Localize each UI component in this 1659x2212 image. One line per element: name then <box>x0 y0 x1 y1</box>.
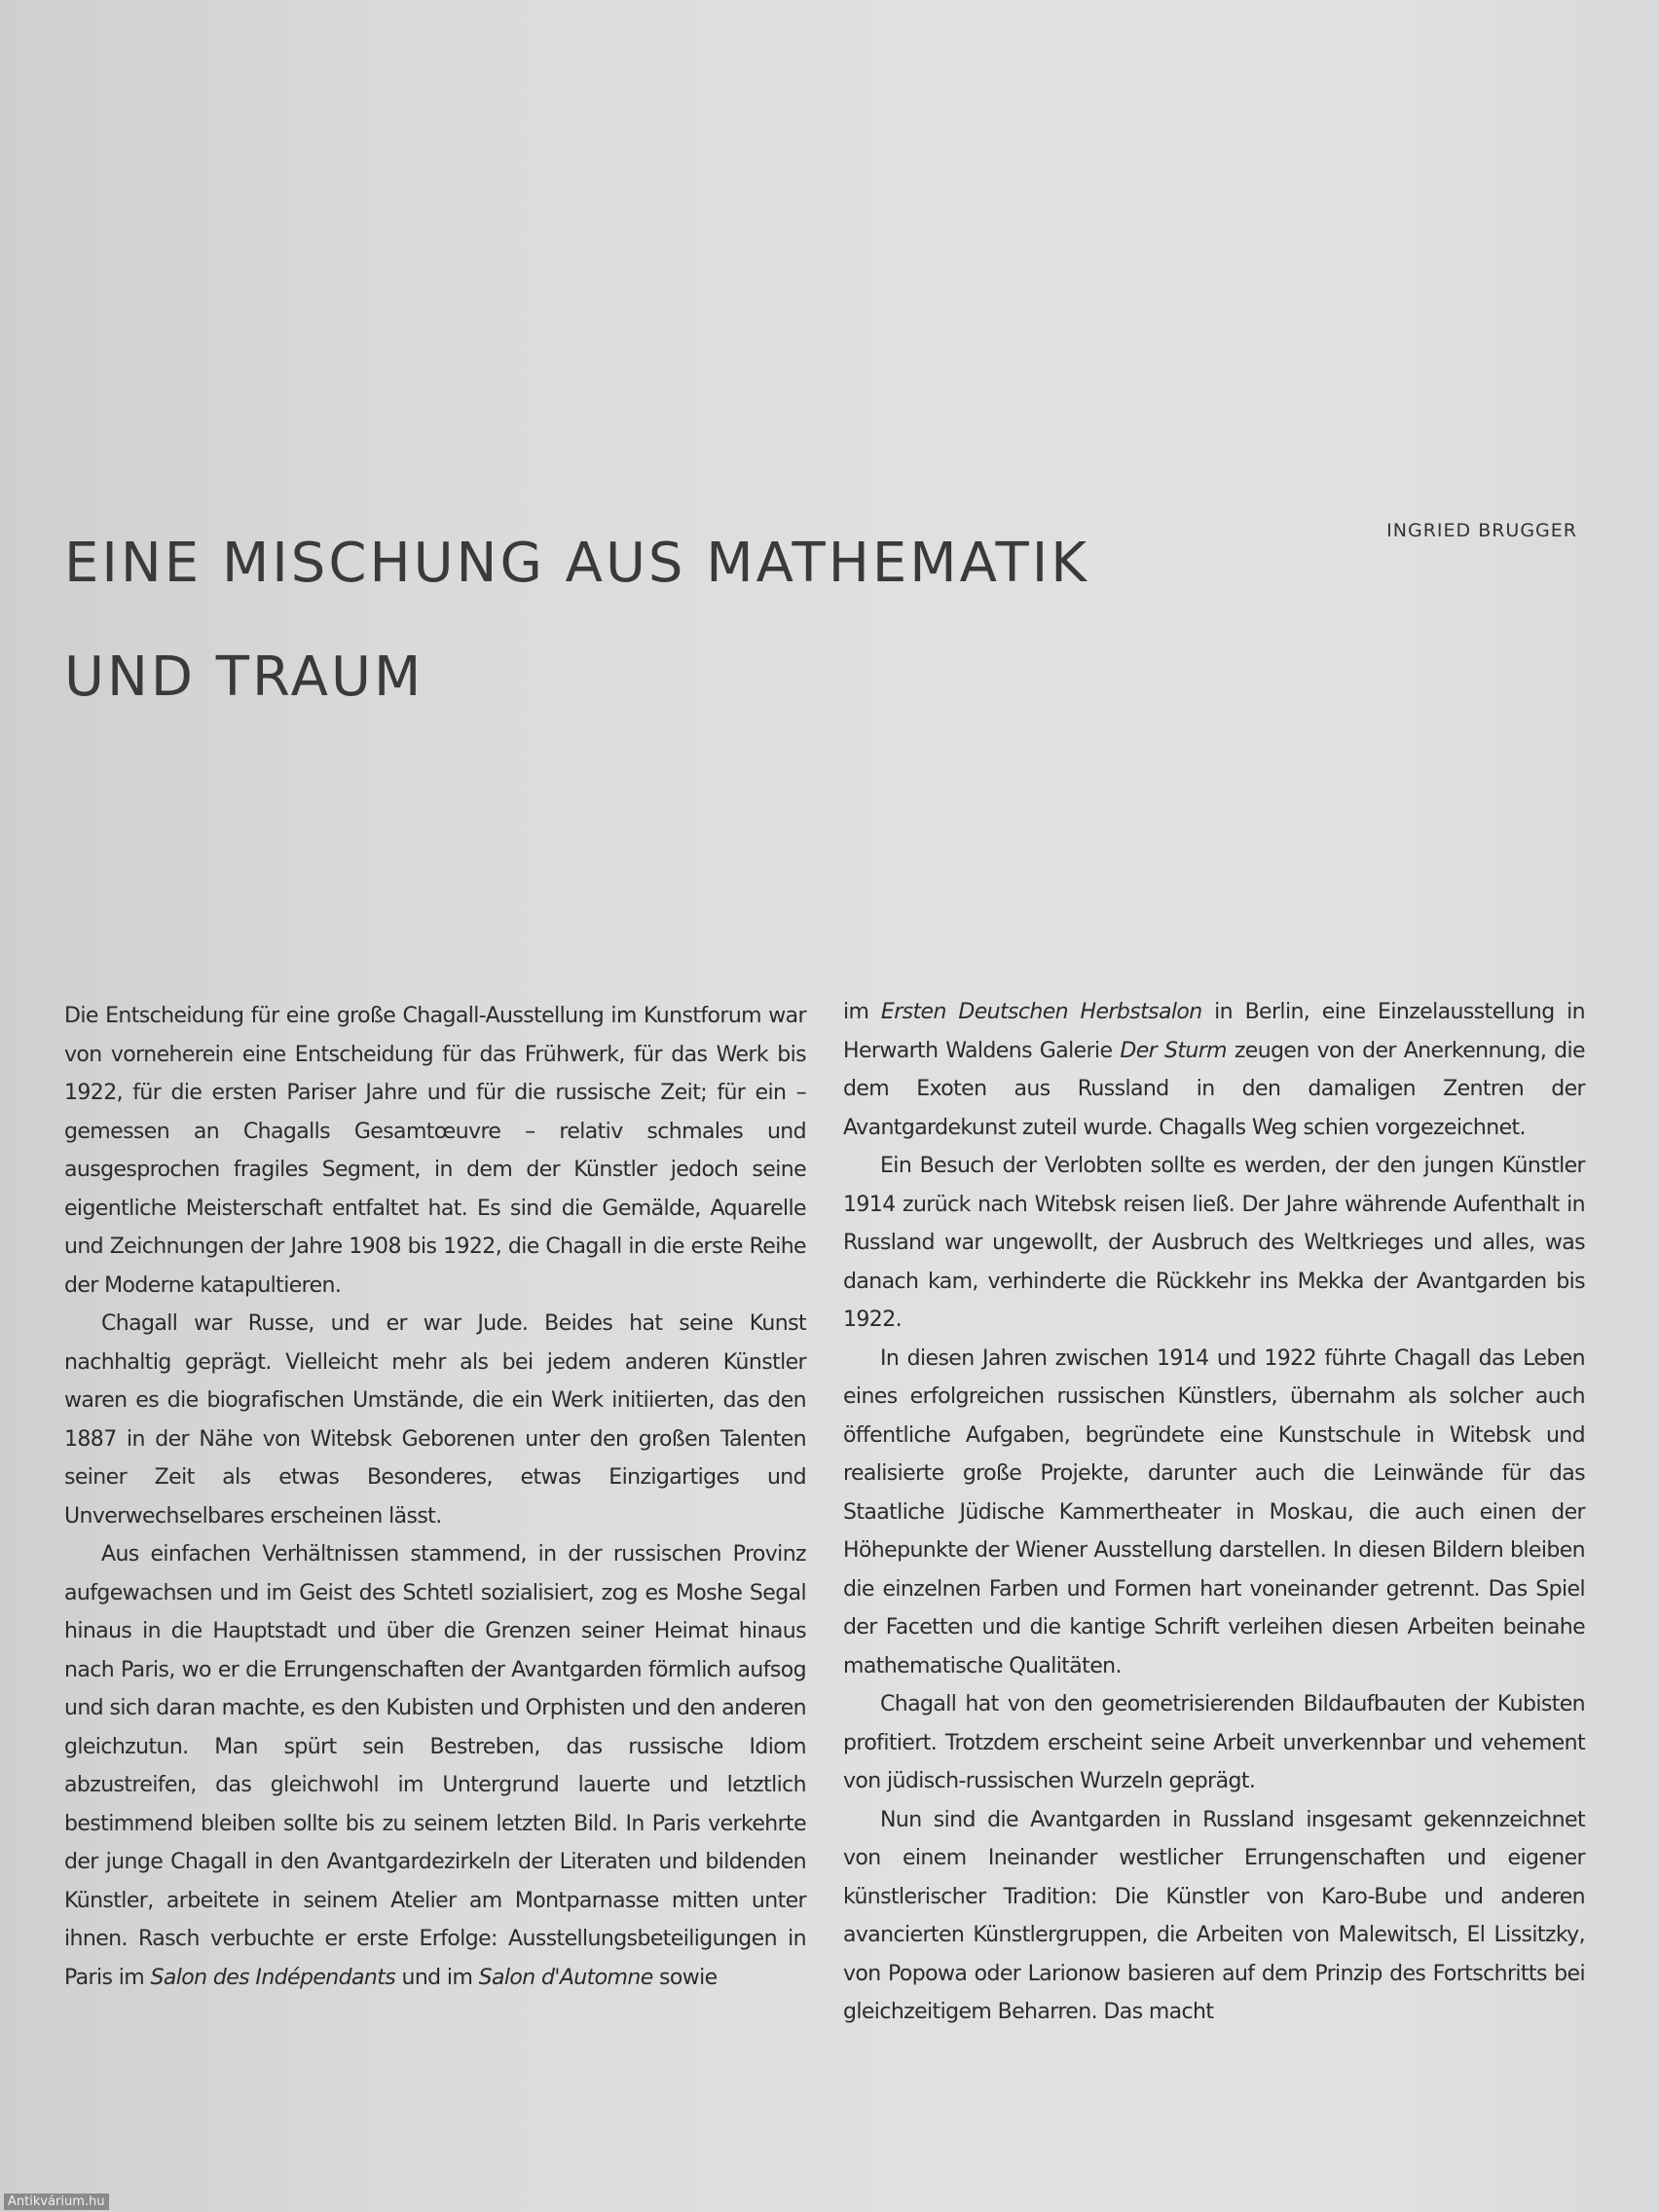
paragraph-continued <box>843 993 1585 1147</box>
paragraph-3-end: sowie <box>652 1965 718 1990</box>
paragraph-continued-start: im <box>843 1000 881 1024</box>
paragraph-7: Nun sind die Avantgarden in Russland insgesamt gekennzeichnet von einem Ineinander westlicher Errungenschaften und eigener künstlerischer Tradition: Die Künstler von Karo-Bube und anderen avancierten Künstlergruppen, die Arbeiten von Malewitsch, El Lissitzky, von Popowa oder Larionow basieren auf dem Prinzip des Fortschritts bei gleichzeitigem Beharren. Das macht <box>843 1807 1585 2024</box>
right-text-column <box>843 993 1585 2032</box>
paragraph-3-mid: und im <box>395 1965 479 1990</box>
left-text-column <box>64 997 806 1997</box>
paragraph-6: Chagall hat von den geometrisierenden Bildaufbauten der Kubisten profitiert. Trotzdem erscheint seine Arbeit unverkennbar und vehement von jüdisch-russischen Wurzeln geprägt. <box>843 1692 1585 1793</box>
paragraph-continued-mid: in Berlin, eine Einzelausstellung in Herwarth Waldens Galerie <box>843 1000 1585 1063</box>
paragraph-continued-end: zeugen von der Anerkennung, die dem Exoten aus Russland in den damaligen Zentren der Avantgardekunst zuteil wurde. Chagalls Weg schien vorgezeichnet. <box>843 1038 1585 1140</box>
paragraph-1: Die Entscheidung für eine große Chagall-Ausstellung im Kunstforum war von vorneherein eine Entscheidung für das Frühwerk, für das Werk bis 1922, für die ersten Pariser Jahre und für die russische Zeit; für ein – gemessen an Chagalls Gesamtœuvre – relativ schmales und ausgesprochen fragiles Segment, in dem der Künstler jedoch seine eigentliche Meisterschaft entfaltet hat. Es sind die Gemälde, Aquarelle und Zeichnungen der Jahre 1908 bis 1922, die Chagall in die erste Reihe der Moderne katapultieren. <box>64 1004 806 1298</box>
salon-independants: Salon des Indépendants <box>150 1965 396 1990</box>
herbstsalon: Ersten Deutschen Herbstsalon <box>880 1000 1202 1024</box>
author-name: INGRIED BRUGGER <box>1386 520 1577 541</box>
der-sturm: Der Sturm <box>1120 1038 1227 1063</box>
paragraph-5: In diesen Jahren zwischen 1914 und 1922 führte Chagall das Leben eines erfolgreichen russischen Künstlers, übernahm als solcher auch öffentliche Aufgaben, begründete eine Kunstschule in Witebsk und realisierte große Projekte, darunter auch die Leinwände für das Staatliche Jüdische Kammertheater in Moskau, die auch einen der Höhepunkte der Wiener Ausstellung darstellen. In diesen Bildern bleiben die einzelnen Farben und Formen hart voneinander getrennt. Das Spiel der Facetten und die kantige Schrift verleihen diesen Arbeiten beinahe mathematische Qualitäten. <box>843 1346 1585 1678</box>
paragraph-3-text: Aus einfachen Verhältnissen stammend, in der russischen Provinz aufgewachsen und im Geist des Schtetl sozialisiert, zog es Moshe Segal hinaus in die Hauptstadt und über die Grenzen seiner Heimat hinaus nach Paris, wo er die Errungenschaften der Avantgarden förmlich aufsog und sich daran machte, es den Kubisten und Orphisten und den anderen gleichzutun. Man spürt sein Bestreben, das russische Idiom abzustreifen, das gleichwohl im Untergrund lauerte und letztlich bestimmend bleiben sollte bis zu seinem letzten Bild. In Paris verkehrte der junge Chagall in den Avantgardezirkeln der Literaten und bildenden Künstler, arbeitete in seinem Atelier am Montparnasse mitten unter ihnen. Rasch verbuchte er erste Erfolge: Ausstellungsbeteiligungen in Paris im <box>64 1542 806 1990</box>
paragraph-3 <box>64 1535 806 1997</box>
article-title <box>64 506 1252 734</box>
paragraph-2: Chagall war Russe, und er war Jude. Beides hat seine Kunst nachhaltig geprägt. Vielleicht mehr als bei jedem anderen Künstler waren es die biografischen Umstände, die ein Werk initiierten, das den 1887 in der Nähe von Witebsk Geborenen unter den großen Talenten seiner Zeit als etwas Besonderes, etwas Einzigartiges und Unverwechselbares erscheinen lässt. <box>64 1311 806 1529</box>
salon-automne: Salon d'Automne <box>478 1965 653 1990</box>
watermark: Antikvárium.hu <box>4 2194 109 2210</box>
title-line-2: UND TRAUM <box>64 645 424 709</box>
paragraph-4: Ein Besuch der Verlobten sollte es werden, der den jungen Künstler 1914 zurück nach Witebsk reisen ließ. Der Jahre währende Aufenthalt in Russland war ungewollt, der Ausbruch des Weltkrieges und alles, was danach kam, verhinderte die Rückkehr ins Mekka der Avantgarden bis 1922. <box>843 1154 1585 1332</box>
title-line-1: EINE MISCHUNG AUS MATHEMATIK <box>64 532 1089 595</box>
